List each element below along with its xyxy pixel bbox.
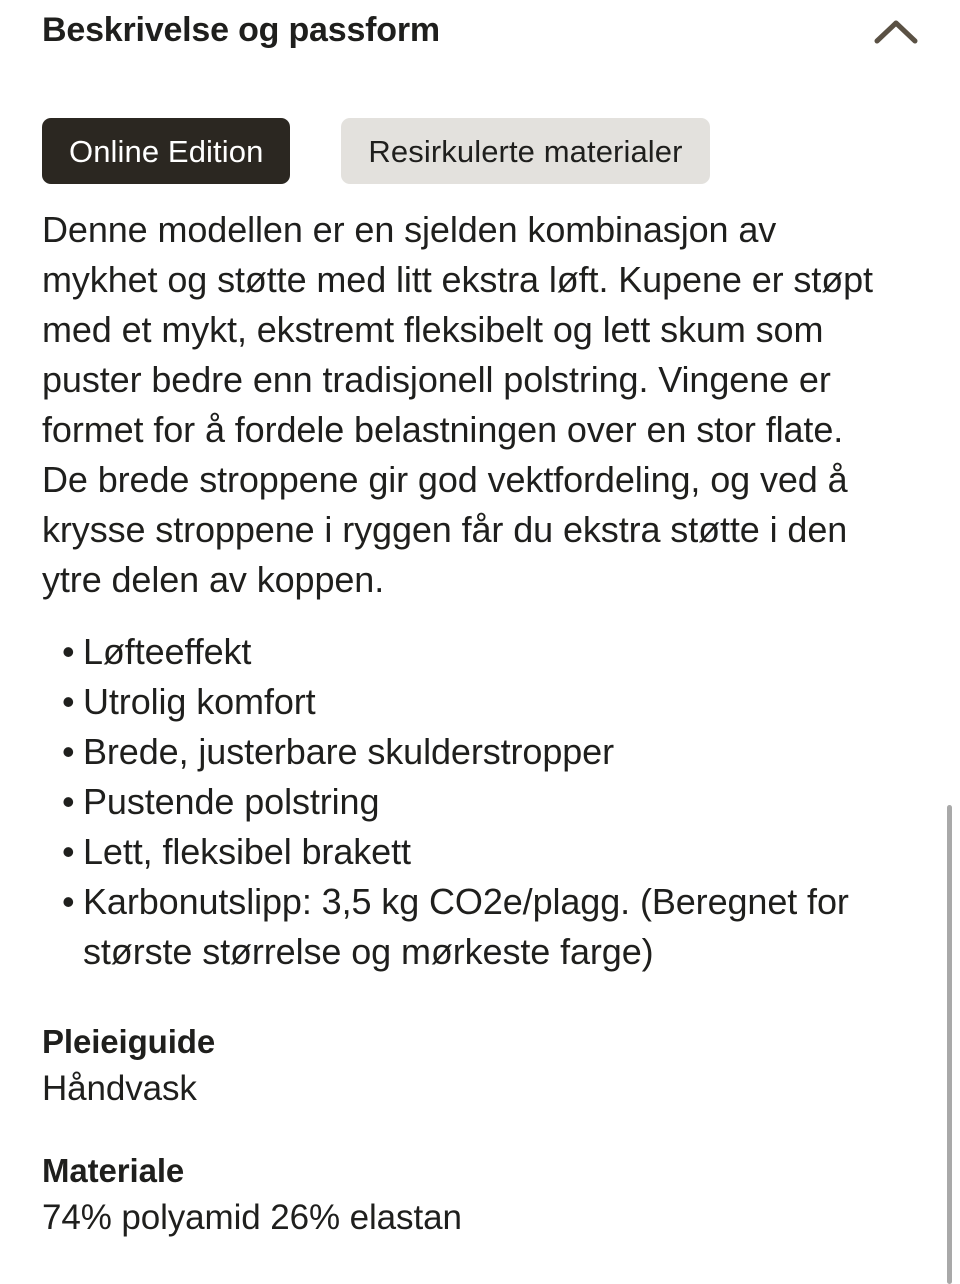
feature-list	[0, 627, 960, 977]
page-title: Beskrivelse og passform	[42, 11, 440, 49]
scrollbar-thumb[interactable]	[947, 805, 952, 1284]
tag-online-edition[interactable]: Online Edition	[42, 118, 290, 184]
material-block	[0, 1148, 960, 1242]
tag-row	[0, 118, 960, 184]
chevron-up-icon	[874, 19, 918, 45]
tag-recycled-materials[interactable]: Resirkulerte materialer	[341, 118, 709, 184]
material-value: 74% polyamid 26% elastan	[42, 1198, 462, 1237]
scrollbar[interactable]	[946, 0, 954, 1284]
description-paragraph: Denne modellen er en sjelden kombinasjon av mykhet og støtte med litt ekstra løft. Kupene er støpt med et mykt, ekstremt fleksibelt og lett skum som puster bedre enn tradisjonell polstring. Vingene er formet for å fordele belastningen over en stor flate. De brede stroppene gir god vektfordeling, og ved å krysse stroppene i ryggen får du ekstra støtte i den ytre delen av koppen.	[42, 209, 873, 600]
list-item: • Løfteeffekt	[62, 627, 918, 677]
list-item: • Brede, justerbare skulderstropper	[62, 727, 918, 777]
list-item: • Pustende polstring	[62, 777, 918, 827]
material-heading: Materiale	[42, 1152, 185, 1189]
list-item: • Utrolig komfort	[62, 677, 918, 727]
section-header	[0, 0, 960, 70]
list-item: • Karbonutslipp: 3,5 kg CO2e/plagg. (Beregnet for største størrelse og mørkeste farge)	[62, 877, 918, 977]
collapse-section-button[interactable]	[868, 10, 924, 54]
care-guide-heading: Pleieiguide	[42, 1023, 216, 1060]
list-item: • Lett, fleksibel brakett	[62, 827, 918, 877]
care-guide-block	[0, 1019, 960, 1113]
care-guide-value: Håndvask	[42, 1069, 197, 1108]
